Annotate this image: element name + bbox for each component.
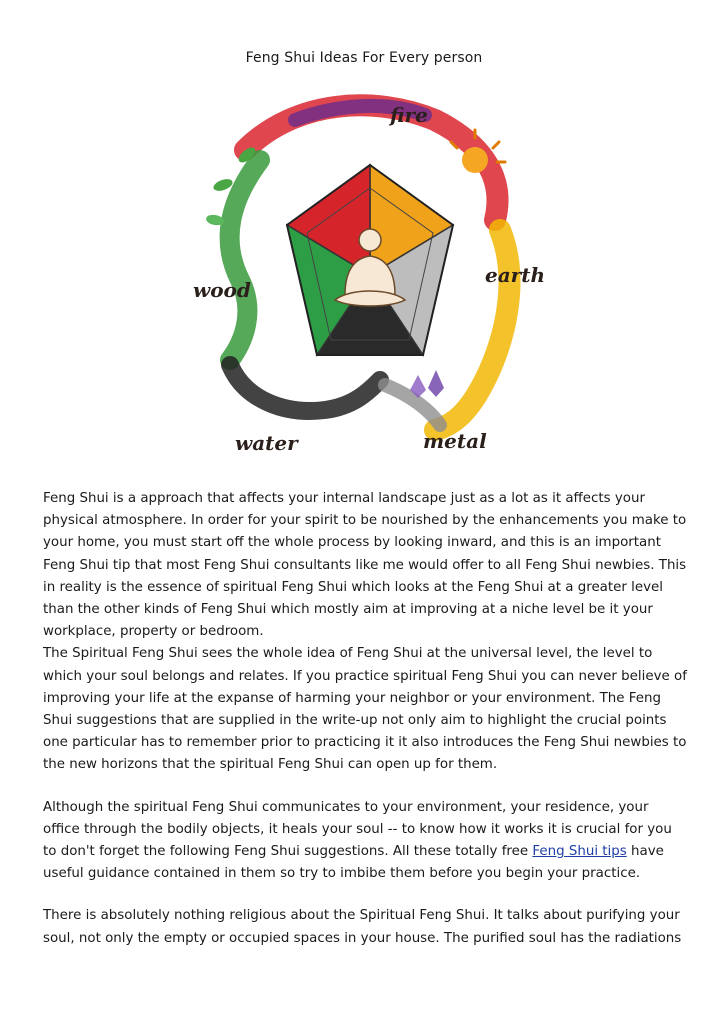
paragraph-2: The Spiritual Feng Shui sees the whole idea of Feng Shui at the universal level, the level to which your soul belongs and relates. If you practice spiritual Feng Shui you can never believe of improving your life at the expanse of harming your neighbor or your environment. The Feng Shui suggestions that are supplied in the write-up not only aim to highlight the crucial points one particular has to remember prior to practicing it it also introduces the Feng Shui newbies to the new horizons that the spiritual Feng Shui can open up for them. [43, 646, 687, 773]
label-earth: earth [485, 263, 545, 287]
paragraph-3 [43, 797, 688, 886]
crystal-icon [410, 370, 444, 398]
label-fire: fire [390, 103, 428, 127]
wood-ribbon [230, 160, 260, 360]
paragraph-3-end: have useful guidance contained in them so try to imbibe them before you begin your practice. [43, 844, 664, 882]
article-body [43, 488, 688, 950]
paragraph-3-start: Although the spiritual Feng Shui communicates to your environment, your residence, your office through the bodily objects, it heals your soul -- to know how it works it is crucial for you to don't forget the following Feng Shui suggestions. All these totally free [43, 799, 672, 860]
label-water: water [235, 431, 298, 455]
water-ribbon [230, 365, 380, 411]
earth-ribbon [435, 230, 509, 430]
paragraph-4: There is absolutely nothing religious about the Spiritual Feng Shui. It talks about purifying your soul, not only the empty or occupied spaces in your house. The purified soul has the radiations [43, 908, 682, 946]
paragraph-1: Feng Shui is a approach that affects your internal landscape just as a lot as it affects your physical atmosphere. In order for your spirit to be nourished by the enhancements you make to your home, you must start off the whole process by looking inward, and this is an important Feng Shui tip that most Feng Shui consultants like me would offer to all Feng Shui newbies. This in reality is the essence of spiritual Feng Shui which looks at the Feng Shui at a greater level than the other kinds of Feng Shui which mostly aim at improving at a niche level be it your workplace, property or bedroom. [43, 491, 687, 640]
paragraph-gap [43, 777, 688, 797]
label-metal: metal [423, 429, 487, 453]
five-elements-illustration [185, 90, 555, 465]
document-title: Feng Shui Ideas For Every person [245, 50, 483, 66]
feng-shui-tips-link[interactable]: Feng Shui tips [532, 844, 627, 860]
five-elements-svg [185, 90, 555, 465]
label-wood: wood [193, 278, 251, 302]
paragraph-gap [43, 885, 688, 905]
